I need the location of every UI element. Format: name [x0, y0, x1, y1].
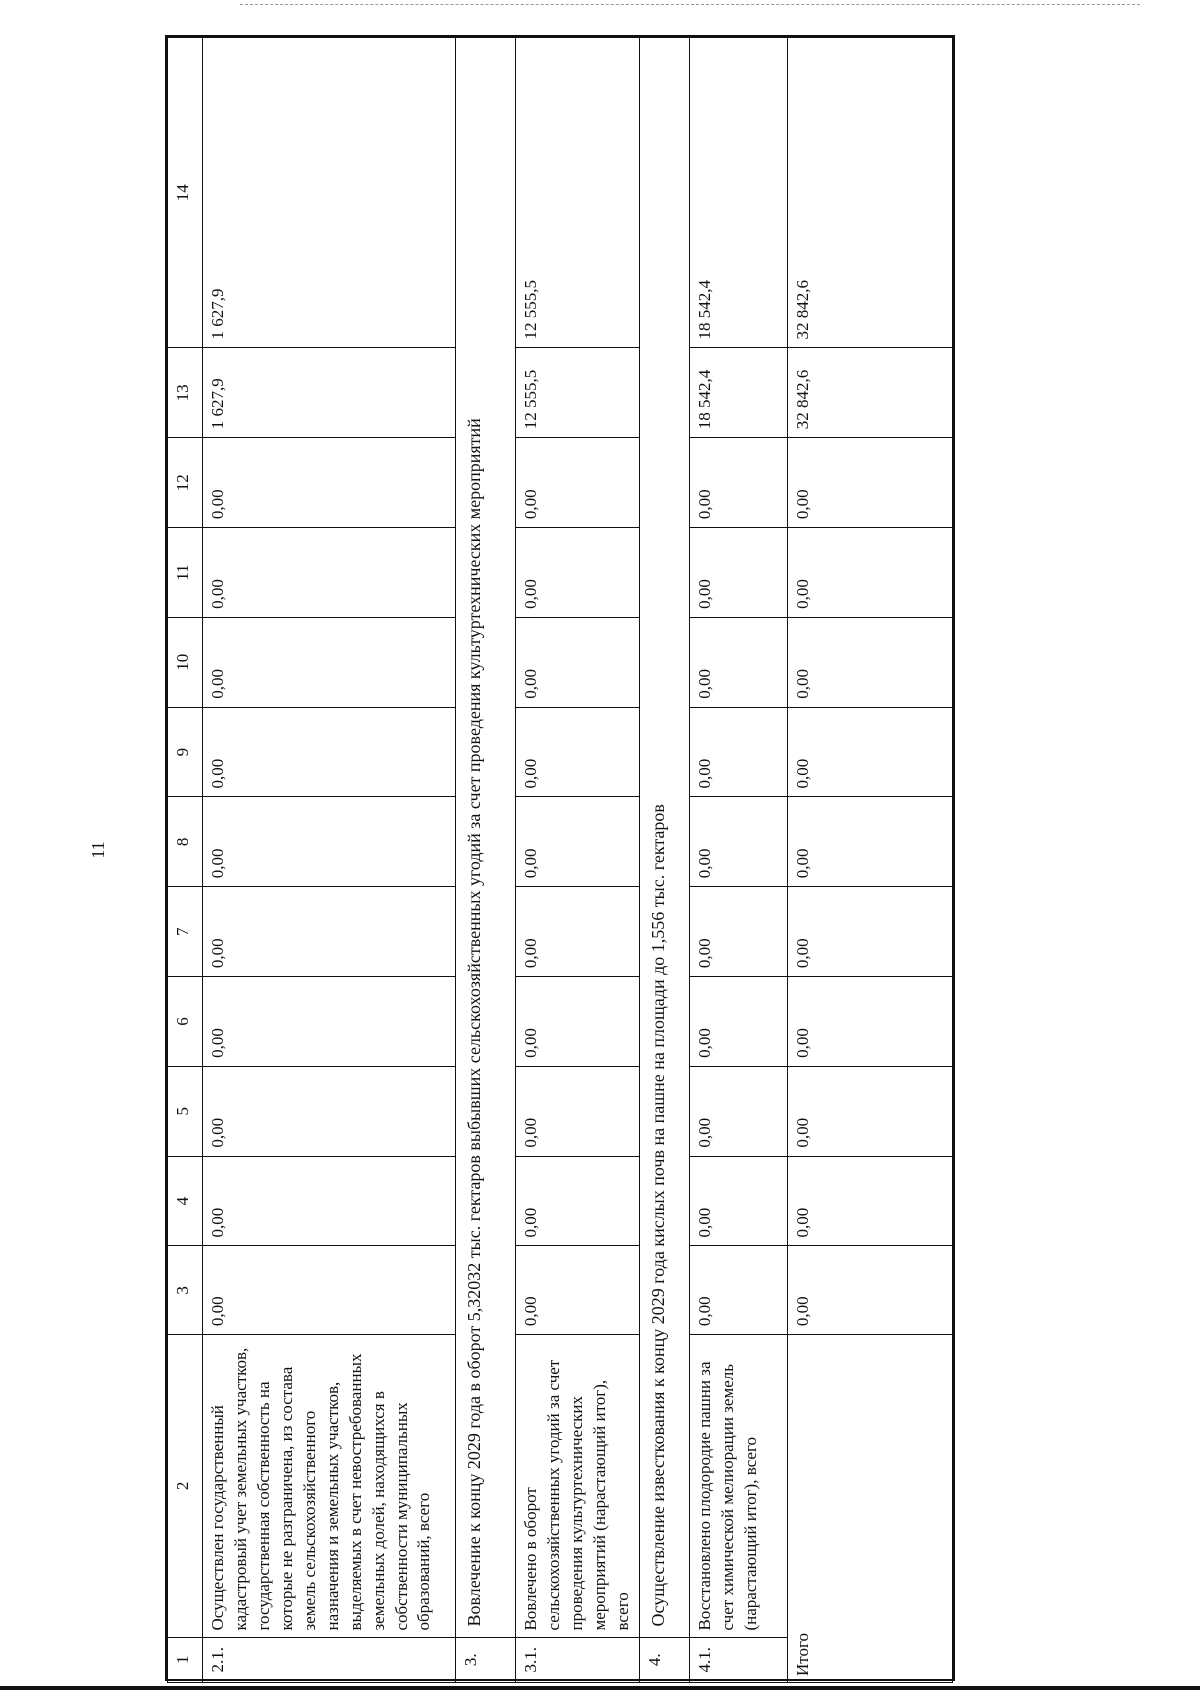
value-cell: 0,00: [787, 797, 952, 887]
row-name: Вовлечено в оборот сельскохозяйственных угодий за счет проведения культуртехнических мероприятий (нарастающий итог), всего: [516, 1335, 640, 1637]
table-row: [516, 38, 640, 1683]
header-cell: 8: [168, 797, 203, 887]
value-cell: 0,00: [516, 977, 640, 1067]
value-cell: 0,00: [689, 1156, 787, 1246]
value-cell: 1 627,9: [203, 348, 456, 438]
value-cell: 0,00: [203, 617, 456, 707]
value-cell: 0,00: [516, 887, 640, 977]
value-cell: 12 555,5: [516, 348, 640, 438]
value-cell: 0,00: [203, 797, 456, 887]
row-name: Восстановлено плодородие пашни за счет химической мелиорации земель (нарастающий итог), всего: [689, 1335, 787, 1637]
header-cell: 6: [168, 977, 203, 1067]
section-title: Вовлечение к концу 2029 года в оборот 5,32032 тыс. гектаров выбывших сельскохозяйственных угодий за счет проведения культуртехнических мероприятий: [456, 38, 516, 1638]
value-cell: 1 627,9: [203, 38, 456, 349]
value-cell: 0,00: [787, 707, 952, 797]
value-cell: 0,00: [787, 528, 952, 618]
value-cell: 0,00: [787, 438, 952, 528]
header-cell: 12: [168, 438, 203, 528]
value-cell: 0,00: [203, 977, 456, 1067]
value-cell: 0,00: [787, 1246, 952, 1335]
rotated-table-wrapper: [167, 37, 957, 1683]
value-cell: 0,00: [203, 707, 456, 797]
total-row: [787, 38, 952, 1683]
value-cell: 0,00: [203, 438, 456, 528]
value-cell: 0,00: [689, 1246, 787, 1335]
value-cell: 0,00: [203, 887, 456, 977]
page-number: 11: [88, 841, 108, 859]
value-cell: 0,00: [787, 617, 952, 707]
section-number: 3.: [456, 1637, 516, 1682]
value-cell: 0,00: [787, 977, 952, 1067]
section-row: [456, 38, 516, 1683]
value-cell: 0,00: [689, 797, 787, 887]
header-cell: 11: [168, 528, 203, 618]
header-cell: 10: [168, 617, 203, 707]
header-cell: 9: [168, 707, 203, 797]
value-cell: 0,00: [516, 707, 640, 797]
top-dashed-rule: [240, 4, 1140, 6]
value-cell: 0,00: [516, 797, 640, 887]
header-cell: 7: [168, 887, 203, 977]
header-cell: 1: [168, 1637, 203, 1682]
value-cell: 0,00: [203, 528, 456, 618]
table-row: [689, 38, 787, 1683]
table-frame: [165, 35, 955, 1681]
value-cell: 0,00: [203, 1246, 456, 1335]
value-cell: 0,00: [689, 1066, 787, 1156]
header-row: [168, 38, 203, 1683]
header-cell: 4: [168, 1156, 203, 1246]
row-number: 4.1.: [689, 1637, 787, 1682]
row-number: 2.1.: [203, 1637, 456, 1682]
value-cell: 0,00: [516, 438, 640, 528]
value-cell: 0,00: [516, 617, 640, 707]
value-cell: 0,00: [516, 1066, 640, 1156]
value-cell: 0,00: [516, 1246, 640, 1335]
value-cell: 0,00: [689, 707, 787, 797]
value-cell: 0,00: [787, 887, 952, 977]
row-number: 3.1.: [516, 1637, 640, 1682]
value-cell: 0,00: [787, 1066, 952, 1156]
bottom-rule: [0, 1686, 1200, 1690]
header-cell: 2: [168, 1335, 203, 1637]
value-cell: 0,00: [689, 977, 787, 1067]
value-cell: 0,00: [689, 528, 787, 618]
value-cell: 18 542,4: [689, 348, 787, 438]
header-cell: 3: [168, 1246, 203, 1335]
header-cell: 5: [168, 1066, 203, 1156]
value-cell: 0,00: [787, 1156, 952, 1246]
section-title: Осуществление известкования к концу 2029 года кислых почв на пашне на площади до 1,556 тыс. гектаров: [639, 38, 689, 1638]
section-row: [639, 38, 689, 1683]
value-cell: 0,00: [203, 1066, 456, 1156]
value-cell: 0,00: [203, 1156, 456, 1246]
value-cell: 32 842,6: [787, 348, 952, 438]
value-cell: 18 542,4: [689, 38, 787, 349]
header-cell: 14: [168, 38, 203, 349]
section-number: 4.: [639, 1637, 689, 1682]
value-cell: 0,00: [516, 528, 640, 618]
value-cell: 0,00: [689, 438, 787, 528]
indicators-table: [167, 37, 953, 1683]
total-label: Итого: [787, 1335, 952, 1683]
header-cell: 13: [168, 348, 203, 438]
table-row: [203, 38, 456, 1683]
value-cell: 0,00: [516, 1156, 640, 1246]
value-cell: 12 555,5: [516, 38, 640, 349]
value-cell: 0,00: [689, 887, 787, 977]
value-cell: 0,00: [689, 617, 787, 707]
row-name: Осуществлен государственный кадастровый учет земельных участков, государственная собственность на которые не разграничена, из состава земель сельскохозяйственного назначения и земельных участков, выделяемых в счет невостребованных земельных долей, находящихся в собственности муниципальных образований, всего: [203, 1335, 456, 1637]
value-cell: 32 842,6: [787, 38, 952, 349]
